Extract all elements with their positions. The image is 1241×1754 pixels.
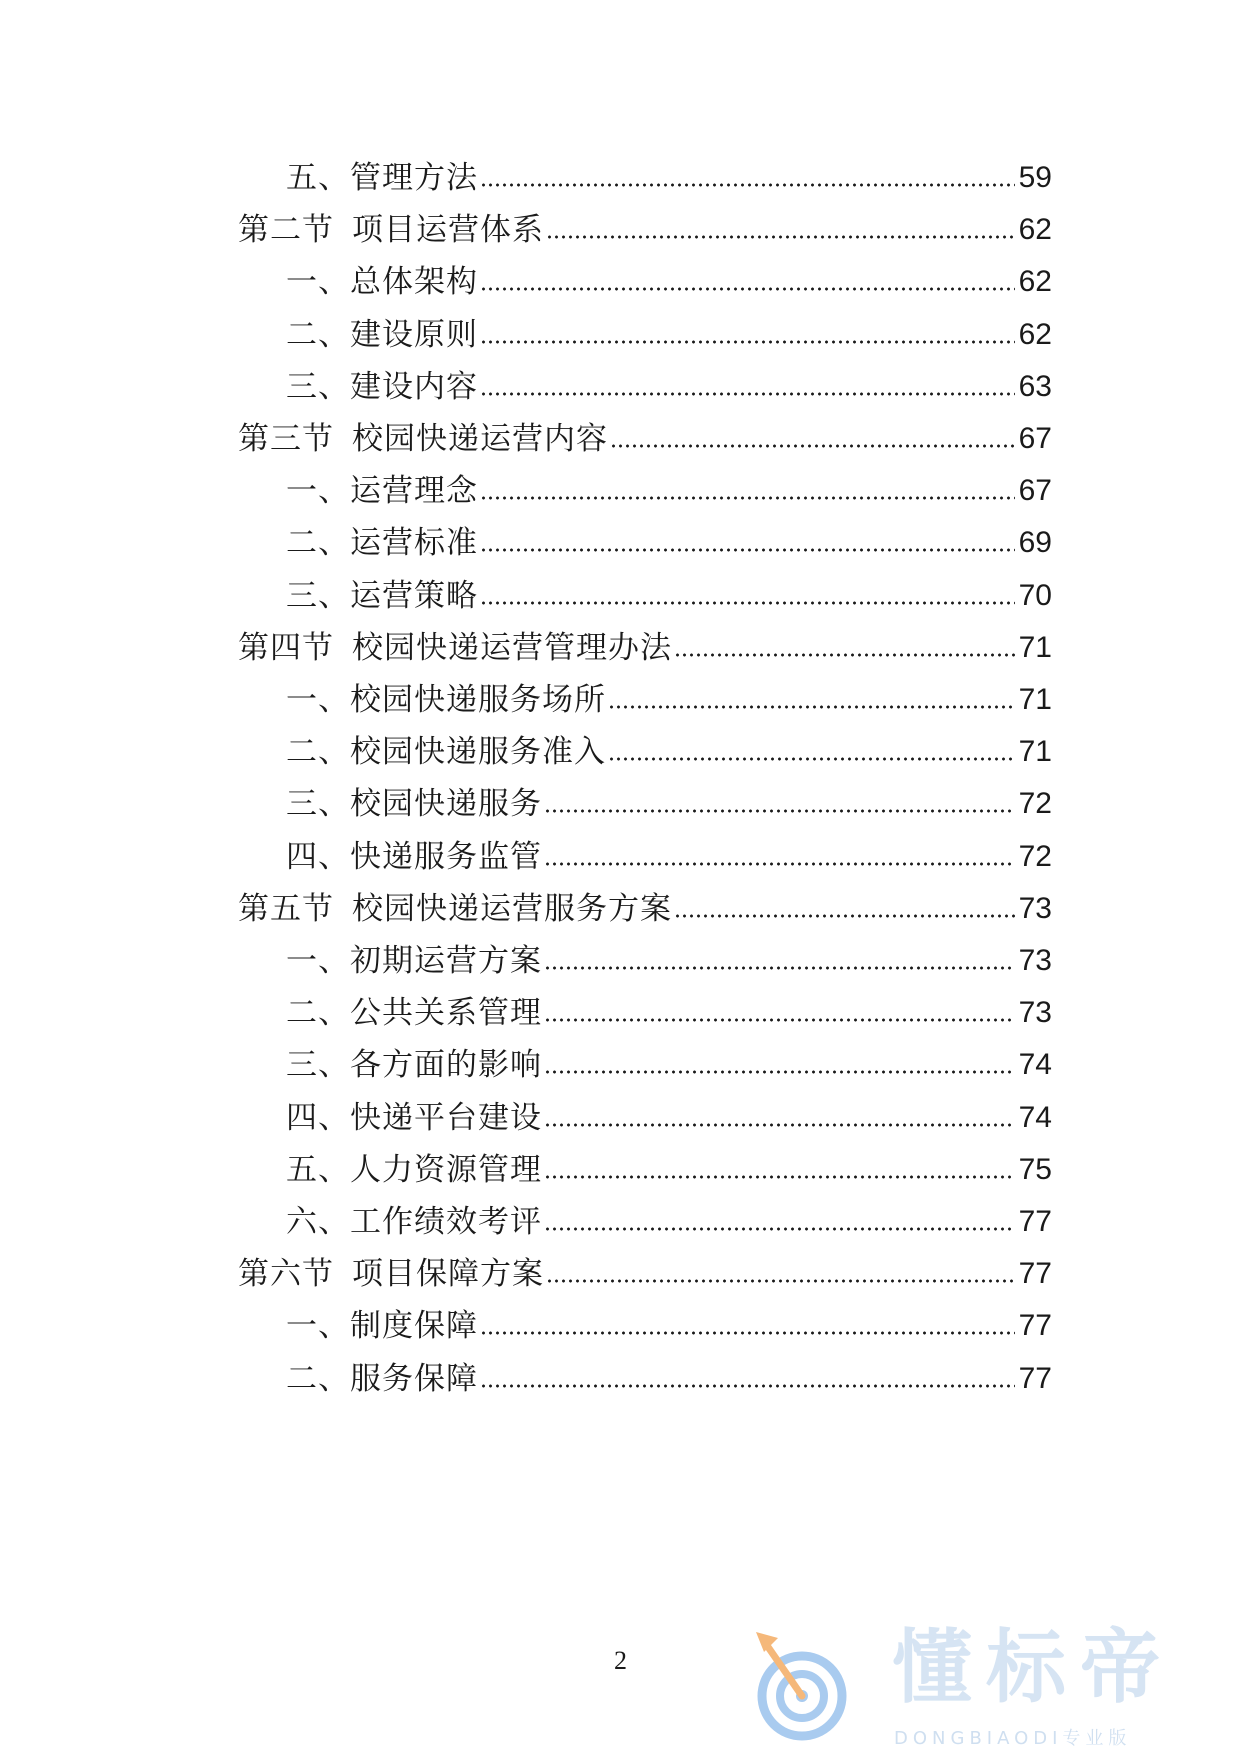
toc-entry-title: 校园快递服务场所 bbox=[350, 682, 606, 718]
toc-dot-leader bbox=[480, 180, 1015, 190]
toc-entry-prefix: 五、 bbox=[286, 1152, 350, 1188]
toc-subsection-entry bbox=[286, 471, 1052, 511]
toc-subsection-entry bbox=[286, 262, 1052, 302]
toc-dot-leader bbox=[544, 806, 1015, 816]
toc-dot-leader bbox=[544, 1067, 1015, 1077]
watermark-subtitle: DONGBIAODI专业版 bbox=[894, 1728, 1132, 1749]
toc-entry-label bbox=[286, 993, 542, 1033]
toc-page-number: 77 bbox=[1018, 1362, 1052, 1395]
toc-entry-title: 运营标准 bbox=[350, 525, 478, 561]
toc-entry-prefix: 三、 bbox=[286, 369, 350, 405]
toc-entry-title: 服务保障 bbox=[350, 1361, 478, 1397]
toc-subsection-entry bbox=[286, 315, 1052, 355]
toc-entry-title: 快递平台建设 bbox=[350, 1100, 542, 1136]
toc-dot-leader bbox=[480, 1381, 1015, 1391]
toc-entry-prefix: 第二节 bbox=[238, 212, 334, 248]
toc-dot-leader bbox=[674, 911, 1015, 921]
toc-dot-leader bbox=[480, 389, 1015, 399]
toc-entry-title: 总体架构 bbox=[350, 264, 478, 300]
toc-section-entry bbox=[238, 628, 1052, 668]
toc-entry-title: 管理方法 bbox=[350, 160, 478, 196]
toc-page-number: 74 bbox=[1018, 1101, 1052, 1134]
toc-page-number: 62 bbox=[1018, 318, 1052, 351]
toc-dot-leader bbox=[546, 232, 1015, 242]
toc-entry-title: 各方面的影响 bbox=[350, 1047, 542, 1083]
toc-entry-prefix: 二、 bbox=[286, 995, 350, 1031]
toc-entry-label bbox=[238, 889, 672, 929]
toc-entry-title: 项目运营体系 bbox=[352, 212, 544, 248]
toc-dot-leader bbox=[480, 598, 1015, 608]
toc-dot-leader bbox=[544, 1224, 1015, 1234]
watermark bbox=[742, 1620, 1232, 1754]
toc-page-number: 77 bbox=[1018, 1309, 1052, 1342]
toc-entry-prefix: 三、 bbox=[286, 1047, 350, 1083]
toc-subsection-entry bbox=[286, 576, 1052, 616]
toc-subsection-entry bbox=[286, 523, 1052, 563]
toc-dot-leader bbox=[674, 650, 1015, 660]
toc-dot-leader bbox=[608, 754, 1015, 764]
toc-page-number: 71 bbox=[1018, 735, 1052, 768]
toc-entry-label bbox=[286, 471, 478, 511]
toc-dot-leader bbox=[544, 1015, 1015, 1025]
toc-page-number: 74 bbox=[1018, 1048, 1052, 1081]
toc-entry-title: 建设原则 bbox=[350, 317, 478, 353]
toc-entry-label bbox=[286, 941, 542, 981]
toc-entry-title: 快递服务监管 bbox=[350, 839, 542, 875]
toc-entry-title: 工作绩效考评 bbox=[350, 1204, 542, 1240]
toc-subsection-entry bbox=[286, 1045, 1052, 1085]
page-number: 2 bbox=[614, 1646, 627, 1675]
toc-entry-prefix: 二、 bbox=[286, 1361, 350, 1397]
toc-page-number: 70 bbox=[1018, 579, 1052, 612]
toc-subsection-entry bbox=[286, 1098, 1052, 1138]
toc-dot-leader bbox=[544, 859, 1015, 869]
toc-entry-label bbox=[238, 628, 672, 668]
toc-section-entry bbox=[238, 889, 1052, 929]
toc-entry-label bbox=[286, 1306, 478, 1346]
toc-entry-prefix: 第五节 bbox=[238, 891, 334, 927]
toc-dot-leader bbox=[480, 337, 1015, 347]
toc-entry-label bbox=[286, 1202, 542, 1242]
watermark-title: 懂标帝 bbox=[892, 1621, 1174, 1714]
toc-dot-leader bbox=[480, 1328, 1015, 1338]
toc-entry-title: 校园快递服务准入 bbox=[350, 734, 606, 770]
toc-entry-label bbox=[286, 680, 606, 720]
toc-entry-label bbox=[286, 158, 478, 198]
toc-subsection-entry bbox=[286, 837, 1052, 877]
toc-dot-leader bbox=[546, 1276, 1015, 1286]
toc-dot-leader bbox=[608, 702, 1015, 712]
toc-page-number: 62 bbox=[1018, 265, 1052, 298]
toc-entry-prefix: 一、 bbox=[286, 682, 350, 718]
toc-dot-leader bbox=[480, 284, 1015, 294]
toc-page-number: 73 bbox=[1018, 996, 1052, 1029]
toc-entry-prefix: 一、 bbox=[286, 943, 350, 979]
toc-subsection-entry bbox=[286, 367, 1052, 407]
toc-entry-title: 运营策略 bbox=[350, 578, 478, 614]
toc-page-number: 63 bbox=[1018, 370, 1052, 403]
toc-entry-title: 校园快递运营管理办法 bbox=[352, 630, 672, 666]
toc-entry-title: 制度保障 bbox=[350, 1308, 478, 1344]
toc-page-number: 77 bbox=[1018, 1257, 1052, 1290]
toc-entry-label bbox=[286, 837, 542, 877]
toc-entry-prefix: 二、 bbox=[286, 734, 350, 770]
toc-subsection-entry bbox=[286, 784, 1052, 824]
toc-page-number: 71 bbox=[1018, 631, 1052, 664]
toc-section-entry bbox=[238, 1254, 1052, 1294]
toc-entry-prefix: 第六节 bbox=[238, 1256, 334, 1292]
toc-entry-prefix: 三、 bbox=[286, 578, 350, 614]
toc-entry-prefix: 五、 bbox=[286, 160, 350, 196]
toc-entry-label bbox=[238, 1254, 544, 1294]
toc-entry-label bbox=[286, 784, 542, 824]
toc-page-number: 67 bbox=[1018, 474, 1052, 507]
toc-entry-prefix: 二、 bbox=[286, 525, 350, 561]
toc-page-number: 67 bbox=[1018, 422, 1052, 455]
toc-entry-label bbox=[286, 1150, 542, 1190]
toc-subsection-entry bbox=[286, 1306, 1052, 1346]
toc-entry-title: 项目保障方案 bbox=[352, 1256, 544, 1292]
toc-entry-prefix: 四、 bbox=[286, 1100, 350, 1136]
toc-subsection-entry bbox=[286, 1359, 1052, 1399]
toc-page-number: 77 bbox=[1018, 1205, 1052, 1238]
toc-entry-title: 运营理念 bbox=[350, 473, 478, 509]
toc-entry-prefix: 六、 bbox=[286, 1204, 350, 1240]
toc-subsection-entry bbox=[286, 993, 1052, 1033]
toc-entry-title: 校园快递运营内容 bbox=[352, 421, 608, 457]
toc-entry-title: 建设内容 bbox=[350, 369, 478, 405]
toc-entry-label bbox=[286, 367, 478, 407]
toc-entry-prefix: 二、 bbox=[286, 317, 350, 353]
toc-page-number: 72 bbox=[1018, 787, 1052, 820]
toc-dot-leader bbox=[480, 493, 1015, 503]
toc-dot-leader bbox=[544, 963, 1015, 973]
toc-dot-leader bbox=[480, 545, 1015, 555]
toc-entry-prefix: 第三节 bbox=[238, 421, 334, 457]
toc-entry-title: 校园快递服务 bbox=[350, 786, 542, 822]
toc-entry-label bbox=[286, 315, 478, 355]
toc-section-entry bbox=[238, 419, 1052, 459]
toc-entry-prefix: 四、 bbox=[286, 839, 350, 875]
toc-entry-prefix: 三、 bbox=[286, 786, 350, 822]
toc-subsection-entry bbox=[286, 1202, 1052, 1242]
toc-entry-label bbox=[238, 210, 544, 250]
toc-dot-leader bbox=[544, 1120, 1015, 1130]
toc-entry-prefix: 一、 bbox=[286, 473, 350, 509]
toc-page-number: 72 bbox=[1018, 840, 1052, 873]
toc-dot-leader bbox=[544, 1172, 1015, 1182]
toc-subsection-entry bbox=[286, 158, 1052, 198]
toc-entry-label bbox=[286, 1359, 478, 1399]
target-arrow-icon bbox=[752, 1628, 852, 1748]
toc-entry-label bbox=[286, 1045, 542, 1085]
toc-entry-title: 人力资源管理 bbox=[350, 1152, 542, 1188]
toc-dot-leader bbox=[610, 441, 1015, 451]
toc-entry-title: 初期运营方案 bbox=[350, 943, 542, 979]
toc-entry-title: 公共关系管理 bbox=[350, 995, 542, 1031]
toc-entry-label bbox=[286, 732, 606, 772]
toc-page-number: 73 bbox=[1018, 944, 1052, 977]
toc-page-number: 71 bbox=[1018, 683, 1052, 716]
toc-entry-label bbox=[286, 523, 478, 563]
toc-subsection-entry bbox=[286, 1150, 1052, 1190]
toc-page-number: 73 bbox=[1018, 892, 1052, 925]
toc-page-number: 59 bbox=[1018, 161, 1052, 194]
toc-entry-label bbox=[286, 1098, 542, 1138]
toc-subsection-entry bbox=[286, 941, 1052, 981]
toc-subsection-entry bbox=[286, 732, 1052, 772]
toc-page-number: 75 bbox=[1018, 1153, 1052, 1186]
toc-entry-title: 校园快递运营服务方案 bbox=[352, 891, 672, 927]
toc-page-number: 69 bbox=[1018, 526, 1052, 559]
toc-entry-label bbox=[286, 576, 478, 616]
toc-subsection-entry bbox=[286, 680, 1052, 720]
toc-section-entry bbox=[238, 210, 1052, 250]
toc-entry-prefix: 一、 bbox=[286, 264, 350, 300]
toc-entry-prefix: 第四节 bbox=[238, 630, 334, 666]
toc-entry-label bbox=[238, 419, 608, 459]
toc-page-number: 62 bbox=[1018, 213, 1052, 246]
toc-entry-prefix: 一、 bbox=[286, 1308, 350, 1344]
toc-entry-label bbox=[286, 262, 478, 302]
